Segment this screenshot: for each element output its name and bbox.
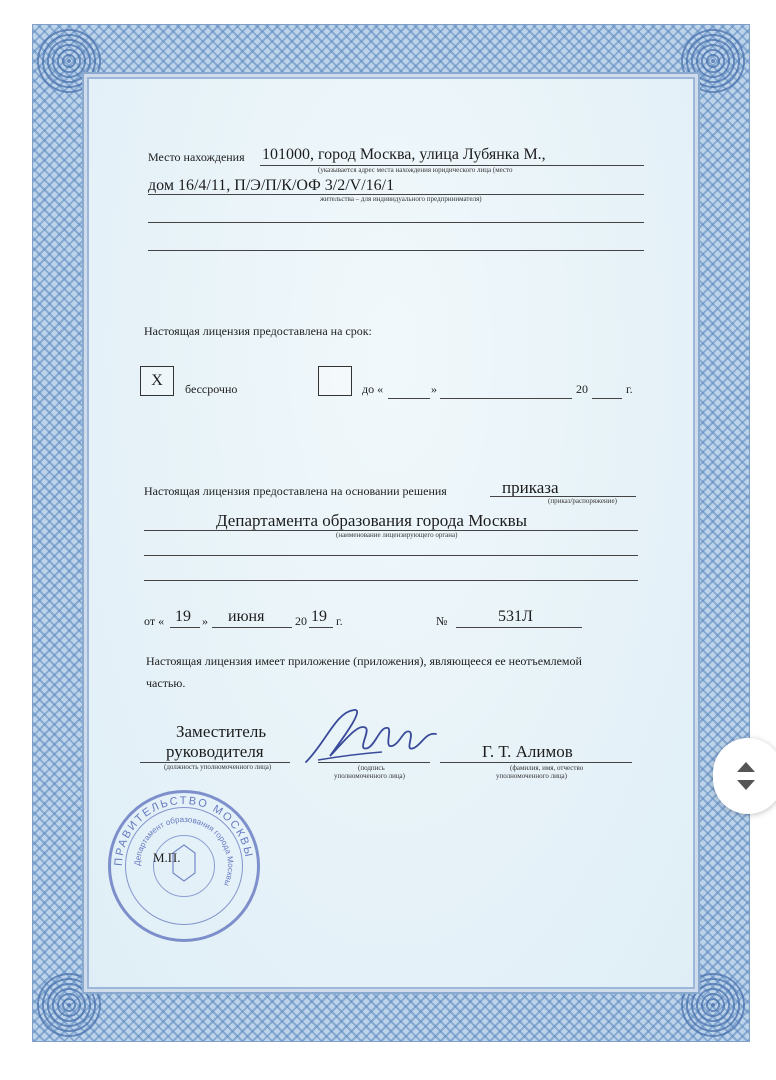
date-day: 19 — [175, 608, 191, 625]
basis-underline-2 — [144, 555, 638, 556]
basis-label: Настоящая лицензия предоставлена на основании решения — [144, 484, 447, 498]
basis-authority: Департамента образования города Москвы — [216, 511, 528, 530]
svg-text:Департамент образования города — [133, 815, 235, 888]
until-prefix: до « — [362, 382, 384, 396]
date-year-prefix: 20 — [295, 614, 307, 628]
official-seal — [108, 790, 260, 942]
signature-line — [318, 762, 430, 763]
appendix-line1: Настоящая лицензия имеет приложение (приложения), являющееся ее неотъемлемой — [146, 654, 582, 668]
signer-name-caption-line1: (фамилия, имя, отчество — [510, 764, 584, 772]
signer-name: Г. Т. Алимов — [482, 742, 573, 761]
unlimited-label: бессрочно — [185, 382, 238, 396]
signer-name-caption-line2: уполномоченного лица) — [496, 772, 567, 780]
until-year-line — [592, 398, 622, 399]
date-year-suffix: 19 — [311, 608, 327, 625]
signature-caption-line2: уполномоченного лица) — [334, 772, 405, 780]
basis-doc-type: приказа — [502, 478, 559, 497]
seal-inner-text: Департамент образования города Москвы — [132, 814, 236, 888]
location-underline-3 — [148, 222, 644, 223]
date-year-line — [309, 627, 333, 628]
license-number: 531Л — [498, 608, 533, 625]
term-label: Настоящая лицензия предоставлена на срок: — [144, 324, 372, 338]
license-number-line — [456, 627, 582, 628]
unlimited-checkbox: X — [140, 366, 174, 396]
up-down-arrows-icon — [735, 760, 757, 792]
basis-authority-caption: (наименование лицензирующего органа) — [336, 531, 458, 539]
signer-position-line1: Заместитель — [176, 722, 267, 741]
until-month-line — [440, 398, 572, 399]
seal-text-ring — [111, 793, 257, 939]
signer-position-line2: руководителя — [166, 742, 264, 761]
date-mid: » — [202, 614, 208, 628]
until-checkbox — [318, 366, 352, 396]
location-caption-1: (указывается адрес места нахождения юридического лица (место — [318, 166, 513, 174]
location-value-line2: дом 16/4/11, П/Э/П/К/ОФ 3/2/V/16/1 — [148, 177, 395, 194]
number-label: № — [436, 614, 448, 628]
scroll-control-button[interactable] — [713, 738, 776, 814]
until-suffix: г. — [626, 382, 633, 396]
seal-mp: М.П. — [153, 850, 181, 865]
date-month-line — [212, 627, 292, 628]
until-day-line — [388, 398, 430, 399]
location-underline-4 — [148, 250, 644, 251]
seal-outer-text: ПРАВИТЕЛЬСТВО МОСКВЫ — [112, 794, 255, 867]
appendix-line2: частью. — [146, 676, 186, 690]
basis-underline-3 — [144, 580, 638, 581]
date-month: июня — [228, 608, 265, 625]
signer-name-line — [440, 762, 632, 763]
date-day-line — [170, 627, 200, 628]
until-year-prefix: 20 — [576, 382, 588, 396]
location-value-line1: 101000, город Москва, улица Лубянка М., — [262, 146, 546, 163]
location-label: Место нахождения — [148, 150, 245, 164]
date-year-g: г. — [336, 614, 343, 628]
basis-doc-type-caption: (приказ/распоряжение) — [548, 497, 617, 505]
signer-position-caption: (должность уполномоченного лица) — [164, 763, 272, 771]
location-caption-2: жительства – для индивидуального предпринимателя) — [320, 195, 482, 203]
until-mid: » — [431, 382, 437, 396]
date-prefix: от « — [144, 614, 165, 628]
signature-caption-line1: (подпись — [358, 764, 385, 772]
